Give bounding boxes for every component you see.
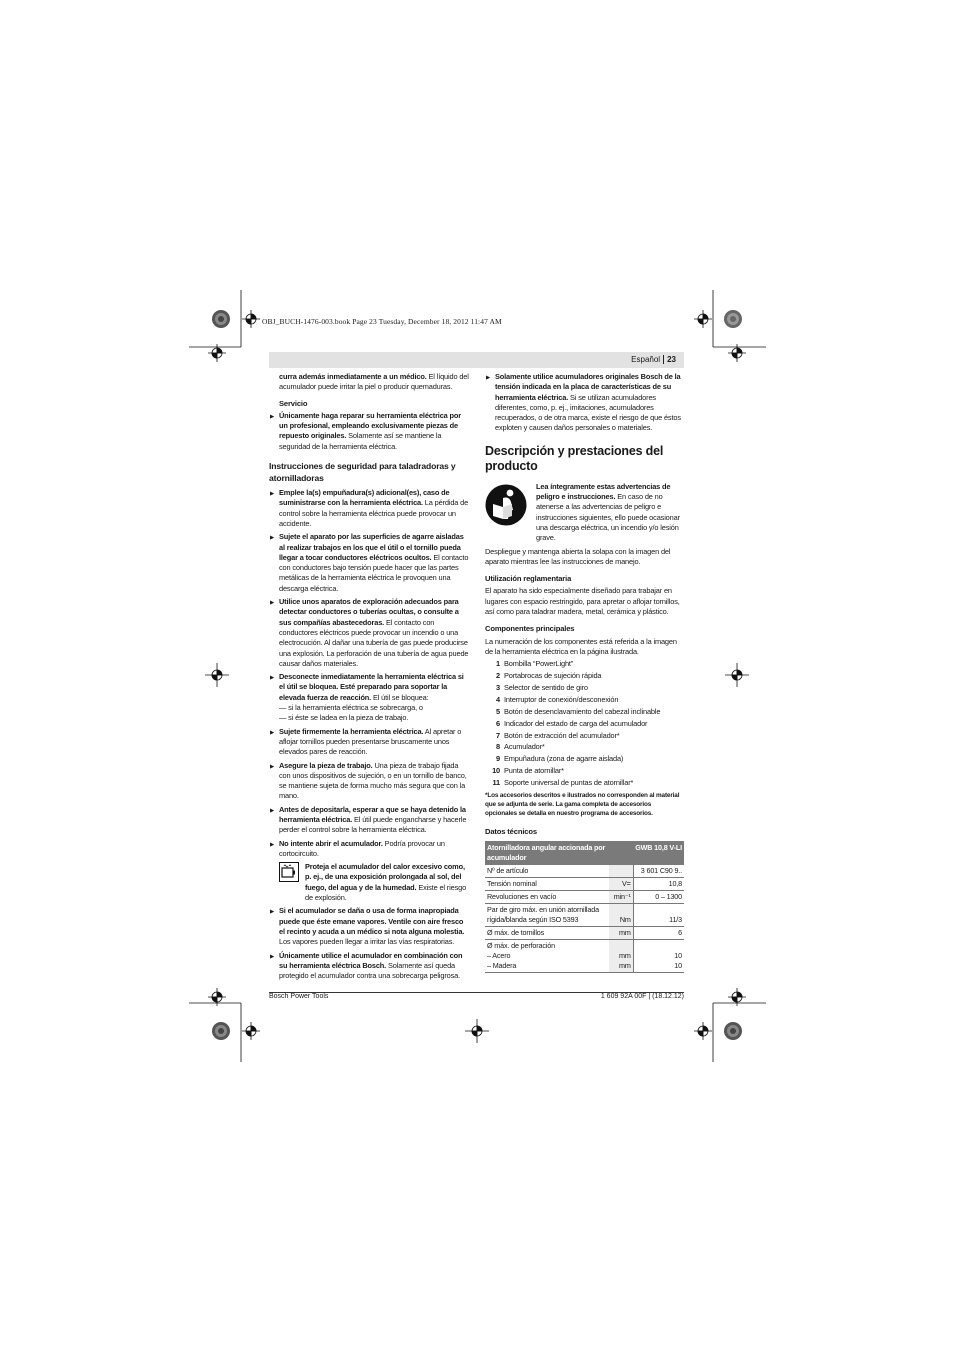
list-item: 10 Punta de atornillar* bbox=[492, 766, 564, 776]
language-label: Español bbox=[631, 355, 661, 364]
list-item: 3 Selector de sentido de giro bbox=[496, 683, 588, 693]
tech-data-table bbox=[485, 841, 684, 973]
read-instructions-warning: Lea íntegramente estas advertencias de peligro e instrucciones. En caso de no atenerse a las advertencias de peligro e instrucciones siguientes, ello puede ocasionar una descarga eléctrica, un incendio y/o lesión grave. bbox=[485, 482, 684, 544]
print-header: OBJ_BUCH-1476-003.book Page 23 Tuesday, December 18, 2012 11:47 AM bbox=[262, 317, 502, 326]
battery-heat-icon bbox=[279, 862, 299, 882]
list-item: 5 Botón de desenclavamiento del cabezal inclinable bbox=[496, 706, 661, 716]
fold-text: Despliegue y mantenga abierta la solapa con la imagen del aparato mientras lee las instrucciones de manejo. bbox=[485, 546, 671, 566]
components-text: La numeración de los componentes está referida a la imagen de la herramienta eléctrica en la página ilustrada. bbox=[485, 636, 677, 656]
list-item: 6 Indicador del estado de carga del acumulador bbox=[496, 718, 648, 728]
right-column bbox=[485, 372, 684, 973]
instructions-title: Instrucciones de seguridad para taladradoras y atornilladoras bbox=[269, 461, 456, 483]
use-title: Utilización reglamentaria bbox=[485, 574, 572, 584]
table-row: Par de giro máx. en unión atornillada rígida/blanda según ISO 5393 Nm 11/3 bbox=[485, 903, 684, 926]
accessories-footnote: *Los accesorios descritos e ilustrados no corresponden al material que se adjunta de serie. La gama completa de accesorios opcionales se detalla en nuestro programa de accesorios. bbox=[485, 792, 680, 817]
list-item: 4 Interruptor de conexión/desconexión bbox=[496, 694, 619, 704]
table-row: Ø máx. de perforación – Acero – Madera mm mm 10 10 bbox=[485, 939, 684, 972]
list-item: ▶ Si el acumulador se daña o usa de forma inapropiada puede que éste emane vapores. Ventile con aire fresco el recinto y acuda a un médico si nota alguna molestia. Los vapores pueden llegar a irritar las vías respiratorias. bbox=[269, 906, 469, 947]
tech-data-title: Datos técnicos bbox=[485, 827, 537, 837]
list-item: ▶ Sujete el aparato por las superficies de agarre aisladas al realizar trabajos en los que el útil o el tornillo pueda llegar a tocar conductores eléctricos ocultos. El contacto con conductores bajo tensión puede hacer que las partes metálicas de la herramienta eléctrica le provoquen una descarga eléctrica. bbox=[269, 532, 469, 594]
left-column bbox=[269, 372, 469, 984]
table-row: Revoluciones en vacío min⁻¹ 0 – 1300 bbox=[485, 890, 684, 903]
list-item: ▶ Emplee la(s) empuñadura(s) adicional(es), caso de suministrarse con la herramienta eléctrica. La pérdida de control sobre la herramienta eléctrica puede provocar un accidente. bbox=[269, 488, 469, 529]
servicio-item: ▶ Únicamente haga reparar su herramienta eléctrica por un profesional, empleando exclusivamente piezas de repuesto originales. Solamente así se mantiene la seguridad de la herramienta eléctrica. bbox=[269, 411, 469, 452]
page-header-bar bbox=[269, 352, 684, 368]
list-item: ▶ Utilice unos aparatos de exploración adecuados para detectar conductores o tuberías ocultas, o consulte a sus compañías abastecedoras. El contacto con conductores eléctricos puede provocar un incendio o una electrocución. Al dañar una tubería de gas puede producirse una explosión. La perforación de una tubería de agua puede causar daños materiales. bbox=[269, 597, 469, 669]
section-title: Descripción y prestaciones del producto bbox=[485, 443, 664, 473]
continued-text: curra además inmediatamente a un médico. El líquido del acumulador puede irritar la piel o producir quemaduras. bbox=[279, 372, 469, 392]
table-row: Nº de artículo 3 601 C90 9.. bbox=[485, 865, 684, 878]
list-item: 11 Soporte universal de puntas de atornillar* bbox=[492, 778, 634, 788]
components-list bbox=[485, 659, 684, 788]
footer-brand: Bosch Power Tools bbox=[269, 993, 329, 1000]
list-item: ▶ Únicamente utilice el acumulador en combinación con su herramienta eléctrica Bosch. Solamente así queda protegido el acumulador contra una sobrecarga peligrosa. bbox=[269, 951, 469, 982]
dash-item: — si la herramienta eléctrica se sobrecarga, o bbox=[279, 703, 423, 713]
servicio-title: Servicio bbox=[279, 398, 308, 408]
list-item: ▶ Solamente utilice acumuladores originales Bosch de la tensión indicada en la placa de características de su herramienta eléctrica. Si se utilizan acumuladores diferentes, como, p. ej., imitaciones, acumuladores recuperados, o de otra marca, existe el riesgo de que éstos exploten y causen daños personales o materiales. bbox=[485, 372, 684, 434]
list-item: 9 Empuñadura (zona de agarre aislada) bbox=[496, 754, 624, 764]
list-item: ▶ No intente abrir el acumulador. Podría provocar un cortocircuito. bbox=[269, 839, 469, 860]
list-item: 8 Acumulador* bbox=[496, 742, 545, 752]
table-header-row bbox=[485, 841, 684, 865]
use-text: El aparato ha sido especialmente diseñado para trabajar en lugares con espacio restringido, para apretar o aflojar tornillos, así como para taladrar madera, metal, cerámica y plástico. bbox=[485, 586, 680, 617]
footer-docid: 1 609 92A 00F | (18.12.12) bbox=[600, 993, 684, 1000]
list-item: ▶ Antes de depositarla, esperar a que se haya detenido la herramienta eléctrica. El útil puede engancharse y hacerle perder el control sobre la herramienta eléctrica. bbox=[269, 805, 469, 836]
table-row: Ø máx. de tornillos mm 6 bbox=[485, 926, 684, 939]
heat-warning: Proteja el acumulador del calor excesivo como, p. ej., de una exposición prolongada al sol, del fuego, del agua y de la humedad. Existe el riesgo de explosión. bbox=[279, 862, 469, 903]
list-item: ▶ Asegure la pieza de trabajo. Una pieza de trabajo fijada con unos dispositivos de sujeción, o en un tornillo de banco, se mantiene sujeta de forma mucho más segura que con la mano. bbox=[269, 761, 469, 802]
read-manual-icon bbox=[485, 484, 527, 526]
dash-item: — si éste se ladea en la pieza de trabajo. bbox=[279, 713, 409, 723]
list-item: 2 Portabrocas de sujeción rápida bbox=[496, 671, 602, 681]
list-item: ▶ Sujete firmemente la herramienta eléctrica. Al apretar o aflojar tornillos pueden presentarse bruscamente unos elevados pares de reacción. bbox=[269, 727, 469, 758]
table-row: Tensión nominal V= 10,8 bbox=[485, 877, 684, 890]
table-header-label: Atornilladora angular accionada por acumulador bbox=[485, 841, 633, 865]
table-header-model: GWB 10,8 V-LI bbox=[633, 841, 684, 865]
page-number: 23 bbox=[663, 355, 676, 364]
components-title: Componentes principales bbox=[485, 624, 575, 634]
list-item: ▶ Desconecte inmediatamente la herramienta eléctrica si el útil se bloquea. Esté preparado para soportar la elevada fuerza de reacción. El útil se bloquea: — si la herramienta eléctrica se sobrecarga, o — si éste se ladea en la pieza de trabajo. bbox=[269, 672, 469, 723]
list-item: 7 Botón de extracción del acumulador* bbox=[496, 730, 620, 740]
list-item: 1 Bombilla “PowerLight” bbox=[496, 659, 574, 669]
